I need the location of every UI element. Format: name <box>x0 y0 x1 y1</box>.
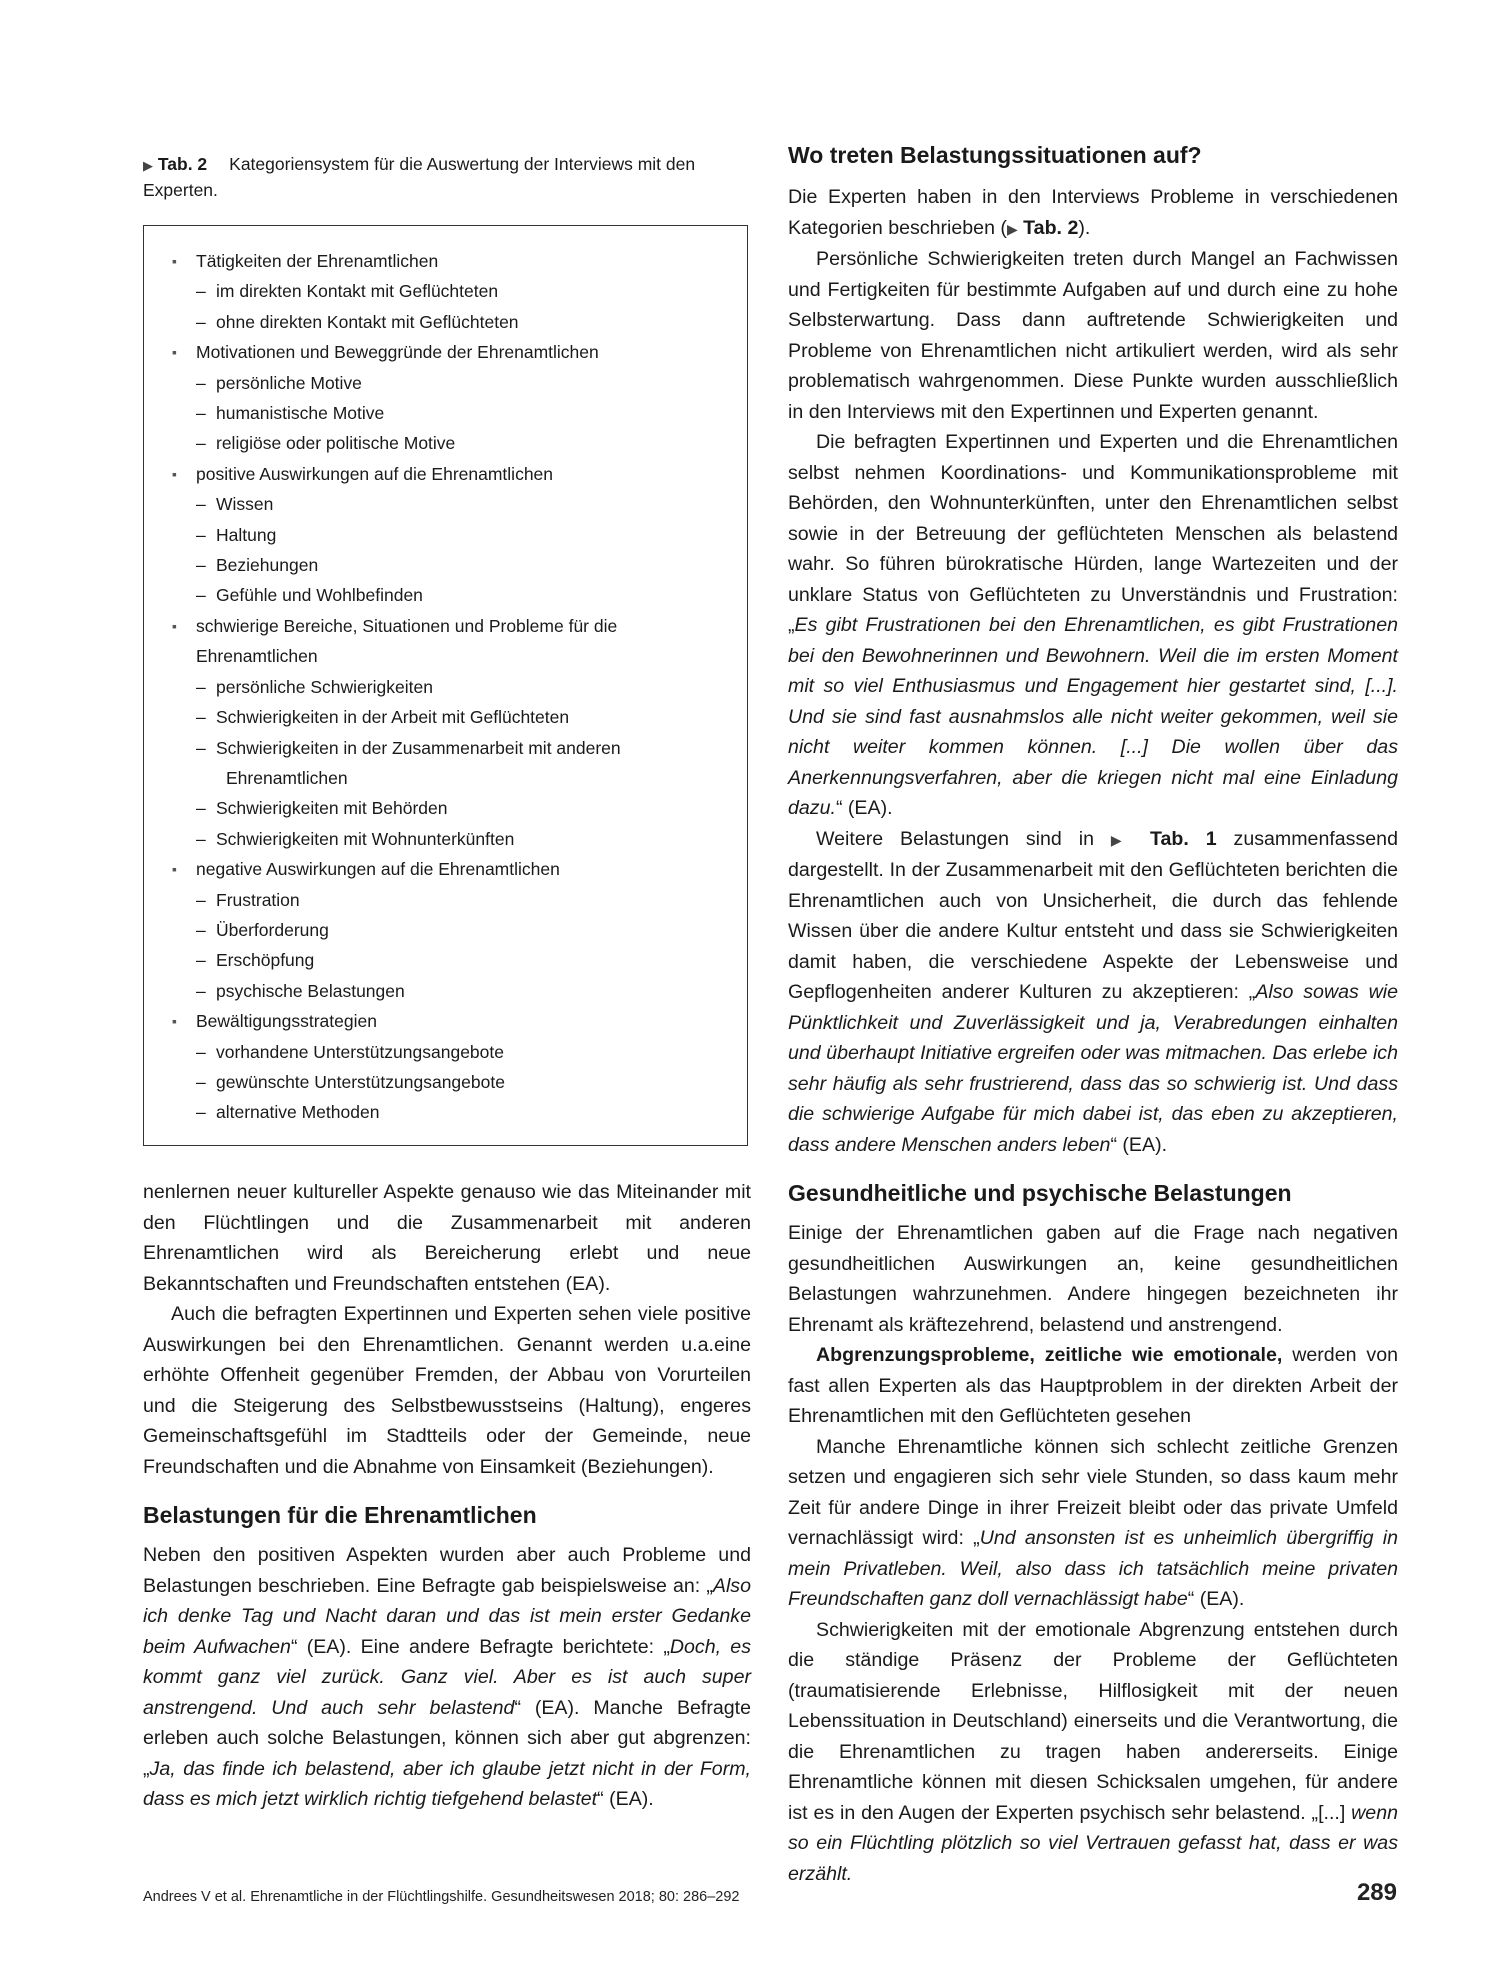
left-column <box>143 152 751 1815</box>
subcategory-item: – persönliche Motive <box>196 372 362 393</box>
triangle-icon: ▶ <box>143 158 153 173</box>
triangle-icon: ▶ <box>1110 831 1134 848</box>
citation: Andrees V et al. Ehrenamtliche in der Flüchtlingshilfe. Gesundheitswesen 2018; 80: 286–292 <box>143 1889 740 1905</box>
subcategory-item: – Schwierigkeiten mit Behörden <box>196 798 448 819</box>
category-item: ▪ positive Auswirkungen auf die Ehrenamtlichen <box>172 459 727 489</box>
table-label: Tab. 2 <box>157 154 208 174</box>
table-reference[interactable]: Tab. 1 <box>1150 827 1217 850</box>
paragraph: Weitere Belastungen sind in ▶ Tab. 1 zusammenfassend dargestellt. In der Zusammenarbeit mit den Geflüchteten berichten die Ehrenamtlichen auch von Unsicherheit, die durch das fehlende Wissen über die andere Kultur entsteht und dass sie Schwierigkeiten damit haben, die verschiedene Aspekte der Lebensweise und Gepflogenheiten anderer Kulturen zu akzeptieren: „Also sowas wie Pünktlichkeit und Zuverlässigkeit und ja, Verabredungen einhalten und überhaupt Initiative ergreifen oder was mitmachen. Das erlebe ich sehr häufig als sehr frustrierend, dass das so schwierig ist. Und dass die schwierige Aufgabe für mich dabei ist, das eben zu akzeptieren, dass andere Menschen anders leben“ (EA). <box>788 827 1398 1156</box>
quote: Ja, das finde ich belastend, aber ich glaube jetzt nicht in der Form, dass es mich jetzt wirklich richtig tiefgehend belastet <box>143 1757 751 1810</box>
section-heading: Belastungen für die Ehrenamtlichen <box>143 1502 537 1528</box>
paragraph: Manche Ehrenamtliche können sich schlecht zeitliche Grenzen setzen und engagieren sich sehr viele Stunden, so dass kaum mehr Zeit für andere Dinge in ihrer Freizeit bleibt oder das private Umfeld vernachlässigt wird: „Und ansonsten ist es unheimlich übergriffig in mein Privatleben. Weil, also dass ich tatsächlich meine privaten Freundschaften ganz doll vernachlässigt habe“ (EA). <box>788 1435 1399 1610</box>
quote: Also ich denke Tag und Nacht daran und das ist mein erster Gedanke beim Aufwachen <box>143 1574 751 1658</box>
paragraph: Einige der Ehrenamtlichen gaben auf die Frage nach negativen gesundheitlichen Auswirkungen an, keine gesundheitlichen Belastungen wahrzunehmen. Andere hingegen bezeichneten ihr Ehrenamt als kräftezehrend, belastend und anstrengend. <box>788 1222 1398 1336</box>
right-column <box>788 140 1398 1889</box>
category-item: ▪ Motivationen und Beweggründe der Ehrenamtlichen <box>172 337 727 367</box>
paragraph: Abgrenzungsprobleme, zeitliche wie emotionale, werden von fast allen Experten als das Hauptproblem in der direkten Arbeit der Ehrenamtlichen mit den Geflüchteten gesehen <box>788 1344 1398 1427</box>
category-list <box>172 246 727 1128</box>
quote: Doch, es kommt ganz viel zurück. Ganz viel. Aber es ist auch super anstrengend. Und auch sehr belastend <box>143 1635 751 1719</box>
paragraph: Auch die befragten Expertinnen und Experten sehen viele positive Auswirkungen bei den Ehrenamtlichen. Genannt werden u.a.eine erhöhte Offenheit gegenüber Fremden, der Abbau von Vorurteilen und die Steigerung des Selbstbewusstseins (Haltung), engeres Gemeinschaftsgefühl im Stadtteils oder der Gemeinde, neue Freundschaften und die Abnahme von Einsamkeit (Beziehungen). <box>143 1303 751 1478</box>
paragraph: Persönliche Schwierigkeiten treten durch Mangel an Fachwissen und Fertigkeiten für bestimmte Aufgaben auf und durch eine zu hohe Selbsterwartung. Dass dann auftretende Schwierigkeiten und Probleme von Ehrenamtlichen nicht artikuliert werden, wird als sehr problematisch wahrgenommen. Diese Punkte wurden ausschließlich in den Interviews mit den Expertinnen und Experten genannt. <box>788 248 1398 423</box>
quote: Also sowas wie Pünktlichkeit und Zuverlässigkeit und ja, Verabredungen einhalten und überhaupt Initiative ergreifen oder was mitmachen. Das erlebe ich sehr häufig als sehr frustrierend, dass das so schwierig ist. Und dass die schwierige Aufgabe für mich dabei ist, das eben zu akzeptieren, dass andere Menschen anders leben <box>788 981 1398 1156</box>
subcategory-item: – im direkten Kontakt mit Geflüchteten <box>196 281 499 302</box>
bold-phrase: Abgrenzungsprobleme, zeitliche wie emotionale, <box>816 1344 1283 1366</box>
category-table <box>143 225 748 1146</box>
subcategory-item: – gewünschte Unterstützungsangebote <box>196 1071 505 1092</box>
subcategory-item: – Beziehungen <box>196 555 319 576</box>
category-item: ▪ negative Auswirkungen auf die Ehrenamtlichen <box>172 854 727 884</box>
subcategory-item: – religiöse oder politische Motive <box>196 433 456 454</box>
quote: Es gibt Frustrationen bei den Ehrenamtlichen, es gibt Frustrationen bei den Bewohnerinnen und Bewohnern. Weil die im ersten Moment mit so viel Enthusiasmus und Engagement hier gestartet sind, [...]. Und sie sind fast ausnahmslos alle nicht weiter gekommen, weil sie nicht weiter kommen können. [...] Die wollen über das Anerkennungsverfahren, aber die kriegen nicht mal eine Einladung dazu. <box>788 614 1398 819</box>
subcategory-item: – humanistische Motive <box>196 403 385 424</box>
paragraph: Neben den positiven Aspekten wurden aber auch Probleme und Belastungen beschrieben. Eine Befragte gab beispielsweise an: „Also ich denke Tag und Nacht daran und das ist mein erster Gedanke beim Aufwachen“ (EA). Eine andere Befragte berichtete: „Doch, es kommt ganz viel zurück. Ganz viel. Aber es ist auch super anstrengend. Und auch sehr belastend“ (EA). Manche Befragte erleben auch solche Belastungen, können sich aber gut abgrenzen: „Ja, das finde ich belastend, aber ich glaube jetzt nicht in der Form, dass es mich jetzt wirklich richtig tiefgehend belastet“ (EA). <box>143 1544 752 1810</box>
table-caption-text: Kategoriensystem für die Auswertung der Interviews mit den Experten. <box>143 154 696 200</box>
category-item: ▪ schwierige Bereiche, Situationen und Probleme für die Ehrenamtlichen <box>172 611 727 672</box>
paragraph: Die befragten Expertinnen und Experten und die Ehrenamtlichen selbst nehmen Koordinations- und Kommunikationsprobleme mit Behörden, den Wohnunterkünften, unter den Ehrenamtlichen selbst sowie in der Betreuung der geflüchteten Menschen als belastend wahr. So führen bürokratische Hürden, lange Wartezeiten und der unklare Status von Geflüchteten zu Unverständnis und Frustration: „Es gibt Frustrationen bei den Ehrenamtlichen, es gibt Frustrationen bei den Bewohnerinnen und Bewohnern. Weil die im ersten Moment mit so viel Enthusiasmus und Engagement hier gestartet sind, [...]. Und sie sind fast ausnahmslos alle nicht weiter gekommen, weil sie nicht weiter kommen können. [...] Die wollen über das Anerkennungsverfahren, aber die kriegen nicht mal eine Einladung dazu.“ (EA). <box>788 431 1398 819</box>
subcategory-item: – Wissen <box>196 494 274 515</box>
category-item: ▪ Bewältigungsstrategien <box>172 1006 727 1036</box>
subcategory-item: – alternative Methoden <box>196 1102 380 1123</box>
quote: Und ansonsten ist es unheimlich übergriffig in mein Privatleben. Weil, also dass ich tatsächlich meine privaten Freundschaften ganz doll vernachlässigt habe <box>788 1527 1399 1610</box>
triangle-icon: ▶ <box>1006 220 1018 237</box>
subcategory-item: – Haltung <box>196 524 277 545</box>
quote: wenn so ein Flüchtling plötzlich so viel Vertrauen gefasst hat, dass er was erzählt. <box>788 1801 1398 1885</box>
subcategory-item: – ohne direkten Kontakt mit Geflüchteten <box>196 311 519 332</box>
subcategory-item: – Erschöpfung <box>196 950 315 971</box>
left-body-text <box>143 1177 751 1815</box>
paragraph: Die Experten haben in den Interviews Probleme in verschiedenen Kategorien beschrieben (▶ Tab. 2). <box>788 186 1398 239</box>
subcategory-item: – Gefühle und Wohlbefinden <box>196 585 423 606</box>
subcategory-item: – vorhandene Unterstützungsangebote <box>196 1041 504 1062</box>
section-heading: Wo treten Belastungssituationen auf? <box>788 142 1202 168</box>
page-number: 289 <box>1356 1879 1397 1906</box>
paragraph: Schwierigkeiten mit der emotionale Abgrenzung entstehen durch die ständige Präsenz der Probleme der Geflüchteten (traumatisierende Erlebnisse, Hilflosigkeit mit der neuen Lebenssituation in Deutschland) einerseits und die Verantwortung, die die Ehrenamtlichen zu tragen haben andererseits. Einige Ehrenamtliche können mit diesen Schicksalen umgehen, für andere ist es in den Augen der Experten psychisch sehr belastend. „[...] wenn so ein Flüchtling plötzlich so viel Vertrauen gefasst hat, dass er was erzählt. <box>788 1618 1398 1885</box>
table-reference[interactable]: Tab. 2 <box>1023 216 1079 239</box>
subcategory-item: – Frustration <box>196 889 300 910</box>
paragraph: nenlernen neuer kultureller Aspekte genauso wie das Miteinander mit den Flüchtlingen und die Zusammenarbeit mit anderen Ehrenamtlichen wird als Bereicherung erlebt und neue Bekanntschaften und Freundschaften entstehen (EA). <box>143 1181 751 1295</box>
subcategory-item: – Schwierigkeiten in der Zusammenarbeit mit anderen Ehrenamtlichen <box>196 737 621 788</box>
subcategory-item: – Schwierigkeiten mit Wohnunterkünften <box>196 828 515 849</box>
subcategory-item: – psychische Belastungen <box>196 980 405 1001</box>
subcategory-item: – Überforderung <box>196 919 329 940</box>
category-item: ▪ Tätigkeiten der Ehrenamtlichen <box>172 246 727 276</box>
table-caption <box>143 152 751 203</box>
subcategory-item: – persönliche Schwierigkeiten <box>196 676 433 697</box>
subcategory-item: – Schwierigkeiten in der Arbeit mit Geflüchteten <box>196 707 570 728</box>
section-heading: Gesundheitliche und psychische Belastungen <box>788 1180 1292 1206</box>
